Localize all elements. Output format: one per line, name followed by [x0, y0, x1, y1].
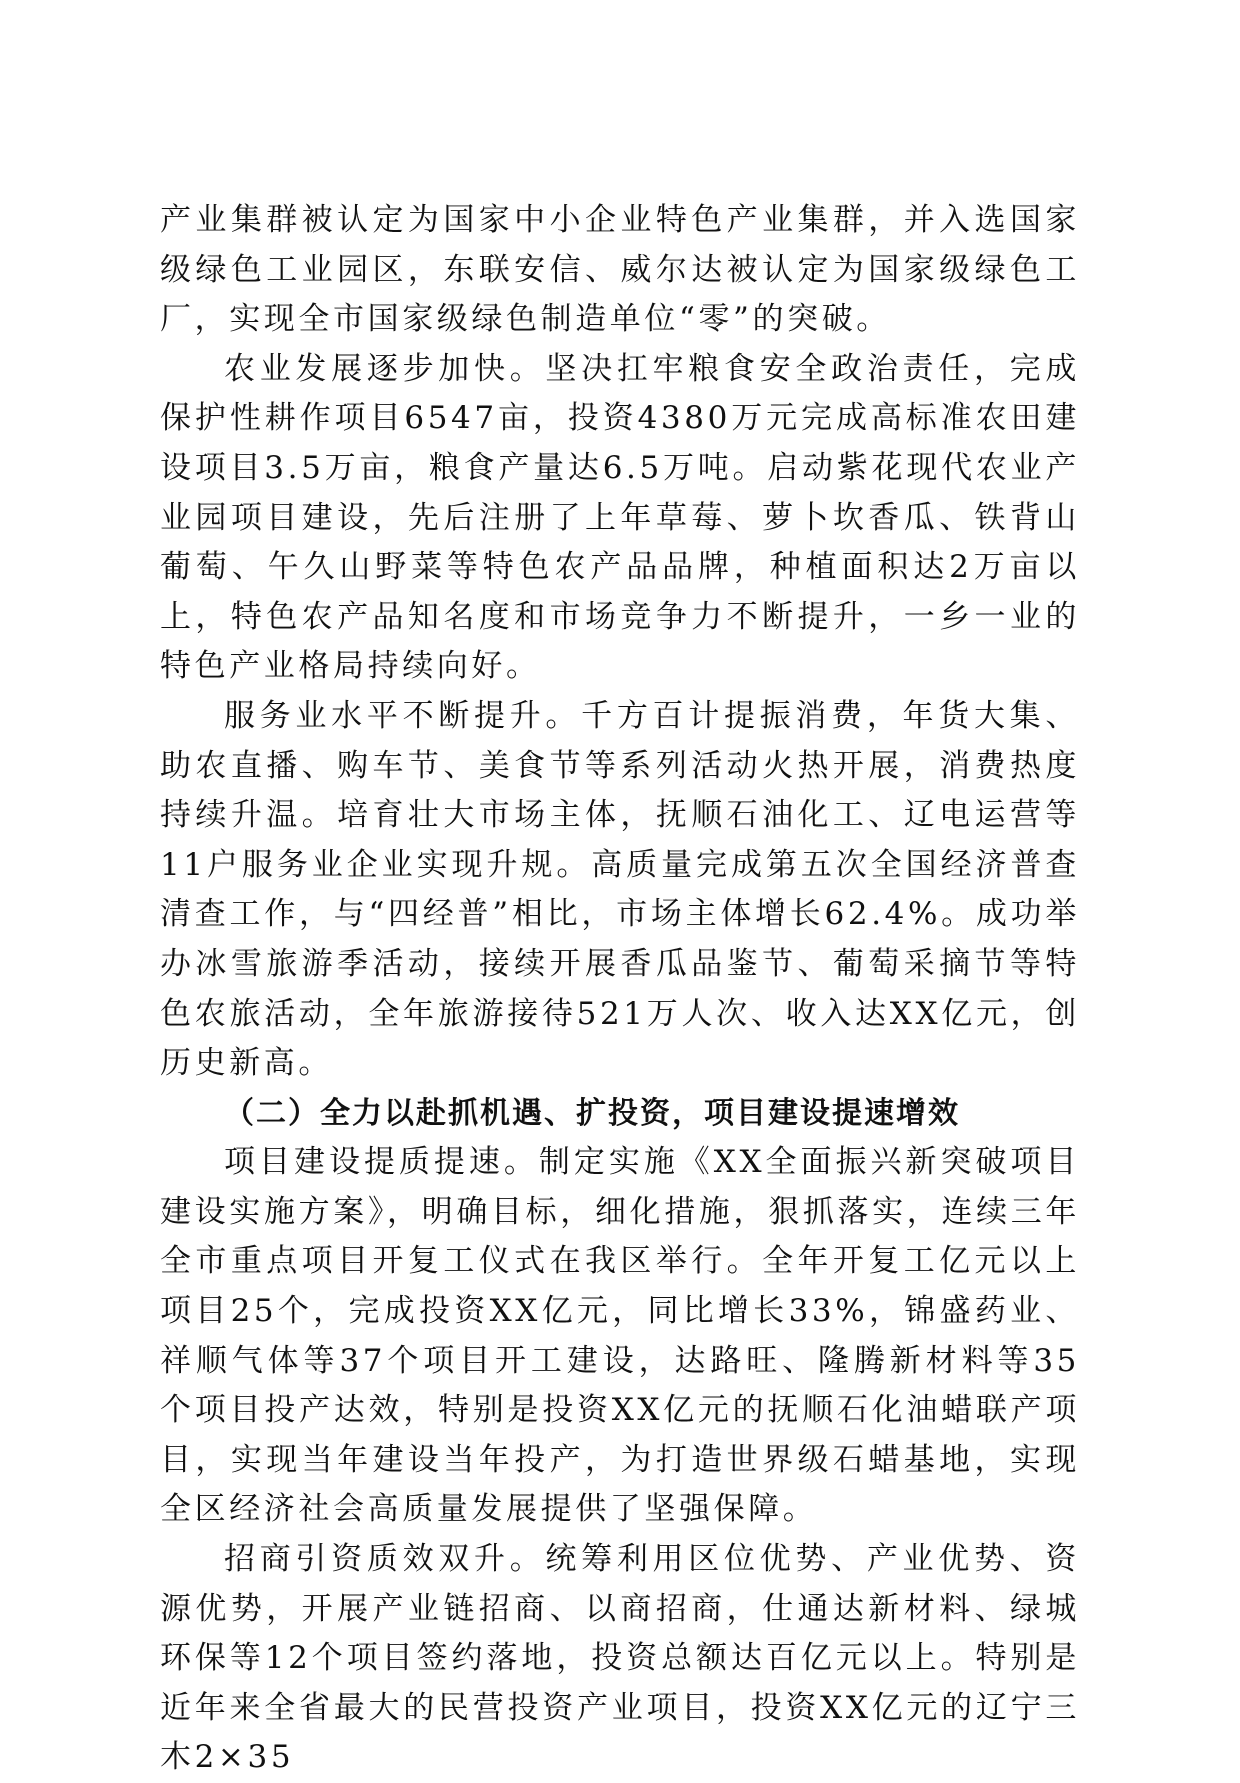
paragraph-agriculture: 农业发展逐步加快。坚决扛牢粮食安全政治责任，完成保护性耕作项目6547亩，投资4380万元完成高标准农田建设项目3.5万亩，粮食产量达6.5万吨。启动紫花现代农业产业园项目建设，先后注册了上年草莓、萝卜坎香瓜、铁背山葡萄、午久山野菜等特色农产品品牌，种植面积达2万亩以上，特色农产品知名度和市场竞争力不断提升，一乡一业的特色产业格局持续向好。: [160, 350, 1080, 685]
body-text: [160, 196, 1080, 1783]
paragraph-investment-attraction: 招商引资质效双升。统筹利用区位优势、产业优势、资源优势，开展产业链招商、以商招商，仕通达新材料、绿城环保等12个项目签约落地，投资总额达百亿元以上。特别是近年来全省最大的民营投资产业项目，投资XX亿元的辽宁三木2×35: [160, 1541, 1080, 1776]
paragraph-project-construction: 项目建设提质提速。制定实施《XX全面振兴新突破项目建设实施方案》，明确目标，细化措施，狠抓落实，连续三年全市重点项目开复工仪式在我区举行。全年开复工亿元以上项目25个，完成投资XX亿元，同比增长33%，锦盛药业、祥顺气体等37个项目开工建设，达路旺、隆腾新材料等35个项目投产达效，特别是投资XX亿元的抚顺石化油蜡联产项目，实现当年建设当年投产，为打造世界级石蜡基地，实现全区经济社会高质量发展提供了坚强保障。: [160, 1144, 1080, 1528]
section-heading-investment: （二）全力以赴抓机遇、扩投资，项目建设提速增效: [224, 1095, 960, 1131]
paragraph-services: 服务业水平不断提升。千方百计提振消费，年货大集、助农直播、购车节、美食节等系列活动火热开展，消费热度持续升温。培育壮大市场主体，抚顺石油化工、辽电运营等11户服务业企业实现升规。高质量完成第五次全国经济普查清查工作，与“四经普”相比，市场主体增长62.4%。成功举办冰雪旅游季活动，接续开展香瓜品鉴节、葡萄采摘节等特色农旅活动，全年旅游接待521万人次、收入达XX亿元，创历史新高。: [160, 697, 1080, 1082]
paragraph-industrial-cluster: 产业集群被认定为国家中小企业特色产业集群，并入选国家级绿色工业园区，东联安信、威尔达被认定为国家级绿色工厂，实现全市国家级绿色制造单位“零”的突破。: [160, 202, 1080, 338]
